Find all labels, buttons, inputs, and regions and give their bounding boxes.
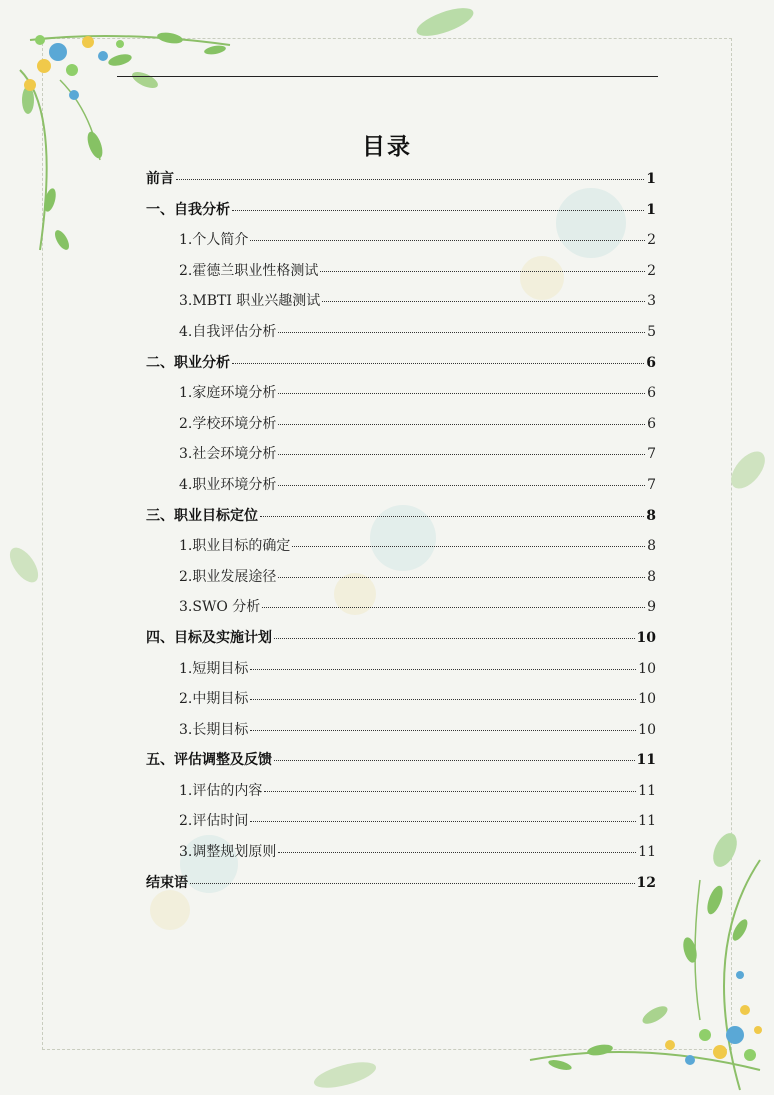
toc-dot-leader [250,821,636,822]
header-rule [117,76,658,77]
toc-entry-label: 2.评估时间 [179,813,249,830]
toc-dot-leader [278,393,645,394]
toc-section-entry[interactable] [146,719,656,750]
toc-section-entry[interactable] [146,413,656,444]
toc-entry-label: 1.个人简介 [179,232,249,249]
toc-entry-label: 三、职业目标定位 [146,507,258,524]
toc-entry-label: 前言 [146,171,174,187]
toc-entry-page: 6 [647,415,656,432]
toc-dot-leader [250,669,636,670]
toc-entry-label: 五、评估调整及反馈 [146,752,272,769]
toc-section-entry[interactable] [146,443,656,474]
toc-entry-page: 11 [638,813,656,830]
toc-section-entry[interactable] [146,260,656,291]
toc-dot-leader [322,301,645,302]
toc-entry-label: 四、目标及实施计划 [146,629,272,646]
toc-entry-label: 二、职业分析 [146,354,230,371]
toc-entry-label: 4.职业环境分析 [179,476,277,493]
toc-chapter-entry[interactable] [146,872,656,903]
toc-dot-leader [292,546,645,547]
toc-entry-page: 1 [646,171,656,187]
toc-entry-label: 一、自我分析 [146,201,230,218]
toc-section-entry[interactable] [146,810,656,841]
toc-dot-leader [250,699,636,700]
toc-section-entry[interactable] [146,566,656,597]
toc-dot-leader [190,883,635,884]
toc-dot-leader [176,179,644,180]
toc-chapter-entry[interactable] [146,168,656,199]
toc-entry-page: 8 [647,538,656,555]
toc-entry-label: 2.学校环境分析 [179,415,277,432]
toc-entry-page: 7 [647,476,656,493]
toc-dot-leader [278,332,645,333]
toc-dot-leader [232,210,644,211]
toc-entry-label: 4.自我评估分析 [179,323,277,340]
toc-entry-page: 10 [636,629,656,646]
toc-dot-leader [232,363,644,364]
toc-dot-leader [320,271,645,272]
toc-dot-leader [278,485,645,486]
toc-entry-page: 12 [636,874,656,891]
toc-entry-page: 1 [646,201,656,218]
leaf-icon [312,1057,379,1093]
toc-section-entry[interactable] [146,596,656,627]
toc-entry-page: 11 [638,782,656,799]
toc-entry-page: 7 [647,446,656,463]
toc-entry-page: 2 [647,232,656,249]
toc-dot-leader [250,240,645,241]
toc-entry-page: 10 [638,721,656,738]
toc-entry-page: 8 [646,507,656,524]
flower-cluster-bottom-right-icon [665,971,762,1065]
toc-dot-leader [278,852,636,853]
toc-section-entry[interactable] [146,382,656,413]
toc-section-entry[interactable] [146,780,656,811]
toc-entry-page: 11 [638,844,656,861]
toc-entry-page: 8 [647,568,656,585]
toc-entry-label: 3.MBTI 职业兴趣测试 [179,293,321,310]
toc-section-entry[interactable] [146,535,656,566]
toc-entry-label: 2.职业发展途径 [179,568,277,585]
toc-chapter-entry[interactable] [146,749,656,780]
toc-entry-page: 6 [647,385,656,402]
toc-chapter-entry[interactable] [146,505,656,536]
toc-entry-label: 3.调整规划原则 [179,844,277,861]
toc-entry-label: 3.社会环境分析 [179,446,277,463]
toc-entry-label: 3.长期目标 [179,721,249,738]
toc-entry-page: 9 [647,599,656,616]
toc-dot-leader [260,516,644,517]
toc-dot-leader [262,607,645,608]
page-title: 目录 [362,133,412,160]
toc-section-entry[interactable] [146,841,656,872]
toc-dot-leader [264,791,636,792]
toc-section-entry[interactable] [146,688,656,719]
toc-chapter-entry[interactable] [146,199,656,230]
toc-dot-leader [250,730,636,731]
toc-entry-page: 3 [647,293,656,310]
toc-dot-leader [278,454,645,455]
toc-dot-leader [274,638,635,639]
toc-dot-leader [278,577,645,578]
toc-section-entry[interactable] [146,229,656,260]
toc-section-entry[interactable] [146,658,656,689]
toc-section-entry[interactable] [146,321,656,352]
leaf-icon [4,543,43,587]
flower-cluster-top-left-icon [24,35,124,100]
toc-dot-leader [274,760,635,761]
toc-dot-leader [278,424,645,425]
leaf-icon [725,445,772,494]
toc-entry-label: 1.评估的内容 [179,782,263,799]
toc-chapter-entry[interactable] [146,352,656,383]
toc-entry-page: 10 [638,660,656,677]
toc-entry-label: 3.SWO 分析 [179,599,261,616]
toc-entry-page: 6 [646,354,656,371]
toc-entry-page: 2 [647,262,656,279]
toc-entry-page: 11 [636,752,656,769]
toc-entry-page: 10 [638,691,656,708]
toc-entry-label: 1.家庭环境分析 [179,385,277,402]
toc-chapter-entry[interactable] [146,627,656,658]
toc-entry-label: 2.中期目标 [179,691,249,708]
toc-entry-label: 1.短期目标 [179,660,249,677]
toc-section-entry[interactable] [146,290,656,321]
table-of-contents [146,168,656,902]
toc-entry-label: 1.职业目标的确定 [179,538,291,555]
toc-entry-label: 2.霍德兰职业性格测试 [179,262,319,279]
toc-entry-page: 5 [647,323,656,340]
toc-entry-label: 结束语 [146,874,188,891]
toc-section-entry[interactable] [146,474,656,505]
